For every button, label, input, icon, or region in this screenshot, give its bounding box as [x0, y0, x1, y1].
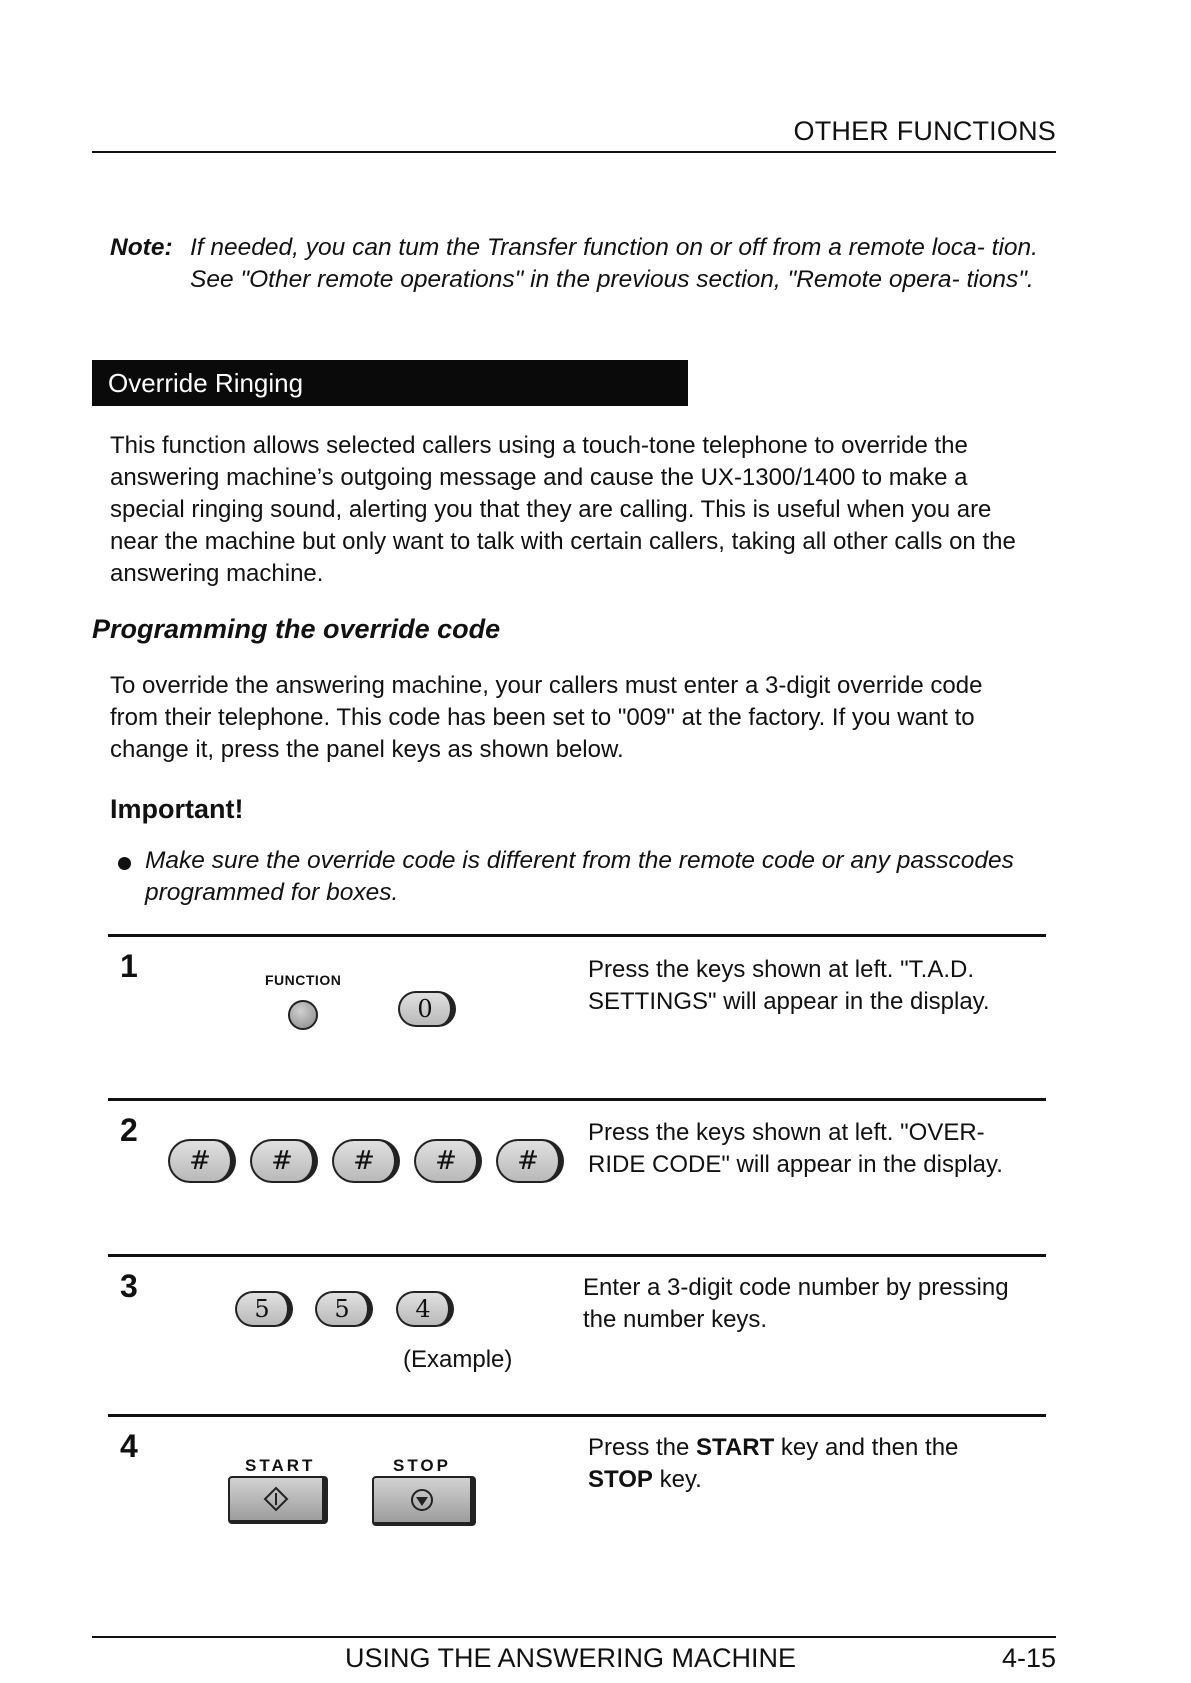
step-3-rule — [108, 1254, 1046, 1257]
step-4-text-pre: Press the — [588, 1434, 697, 1461]
hash-key[interactable]: # — [414, 1139, 482, 1183]
step-4-text-post: key. — [652, 1466, 702, 1493]
start-key[interactable] — [228, 1476, 328, 1524]
step-3-number: 3 — [120, 1268, 138, 1304]
start-diamond-icon — [263, 1486, 289, 1512]
section-intro: This function allows selected callers using a touch-tone telephone to override the answering machine’s outgoing message and cause the UX-1300/1400 to make a special ringing sound, alerting you that they are calling. This is useful when you are near the machine but only want to talk with certain callers, taking all other calls on the answering machine. — [110, 432, 1016, 587]
subsection-title: Programming the override code — [92, 614, 501, 644]
function-key-label: FUNCTION — [265, 972, 342, 988]
number-key-5[interactable]: 5 — [315, 1291, 373, 1327]
step-3-text: Enter a 3-digit code number by pressing the number keys. — [583, 1274, 1009, 1333]
step-2-number: 2 — [120, 1112, 138, 1148]
note-label: Note: — [110, 234, 173, 261]
function-key[interactable] — [288, 1000, 318, 1030]
footer-title: USING THE ANSWERING MACHINE — [345, 1643, 797, 1673]
subsection-text: To override the answering machine, your callers must enter a 3-digit override code from their telephone. This code has been set to "009" at the factory. If you want to change it, press the panel keys as shown below. — [110, 672, 983, 763]
step-1-text: Press the keys shown at left. "T.A.D. SETTINGS" will appear in the display. — [588, 956, 990, 1015]
number-key-4[interactable]: 4 — [396, 1291, 454, 1327]
note-text: If needed, you can tum the Transfer function on or off from a remote loca- tion. See "Other remote operations" in the previous section, "Remote opera- tions". — [190, 234, 1038, 293]
stop-key-label: STOP — [393, 1456, 451, 1475]
bullet-icon — [118, 857, 131, 870]
section-header: OTHER FUNCTIONS — [793, 116, 1056, 146]
hash-key[interactable]: # — [168, 1139, 236, 1183]
hash-key[interactable]: # — [250, 1139, 318, 1183]
step-1-number: 1 — [120, 948, 138, 984]
step-4-number: 4 — [120, 1428, 138, 1464]
important-bullet: Make sure the override code is different from the remote code or any passcodes programmed for boxes. — [145, 847, 1014, 906]
number-key-5[interactable]: 5 — [235, 1291, 293, 1327]
important-heading: Important! — [110, 794, 244, 824]
section-title: Override Ringing — [108, 368, 304, 398]
step-4-rule — [108, 1414, 1046, 1417]
number-key-0[interactable]: 0 — [398, 991, 456, 1027]
step-4-start-word: START — [696, 1434, 775, 1461]
start-key-label: START — [245, 1456, 316, 1475]
section-banner — [92, 360, 688, 406]
step-4-stop-word: STOP — [588, 1466, 653, 1493]
page-number: 4-15 — [1001, 1643, 1056, 1673]
step-2-rule — [108, 1098, 1046, 1101]
stop-icon — [409, 1487, 435, 1513]
note-block — [110, 232, 1040, 296]
hash-key[interactable]: # — [496, 1139, 564, 1183]
header-rule — [92, 151, 1056, 153]
footer-rule — [92, 1636, 1056, 1638]
step-4-text-mid: key and then the — [774, 1434, 959, 1461]
stop-key[interactable] — [372, 1476, 476, 1526]
step-4-text — [588, 1432, 1028, 1496]
step-1-rule — [108, 934, 1046, 937]
hash-key[interactable]: # — [332, 1139, 400, 1183]
example-caption: (Example) — [403, 1346, 513, 1373]
step-2-text: Press the keys shown at left. "OVER- RIDE CODE" will appear in the display. — [588, 1119, 1003, 1178]
